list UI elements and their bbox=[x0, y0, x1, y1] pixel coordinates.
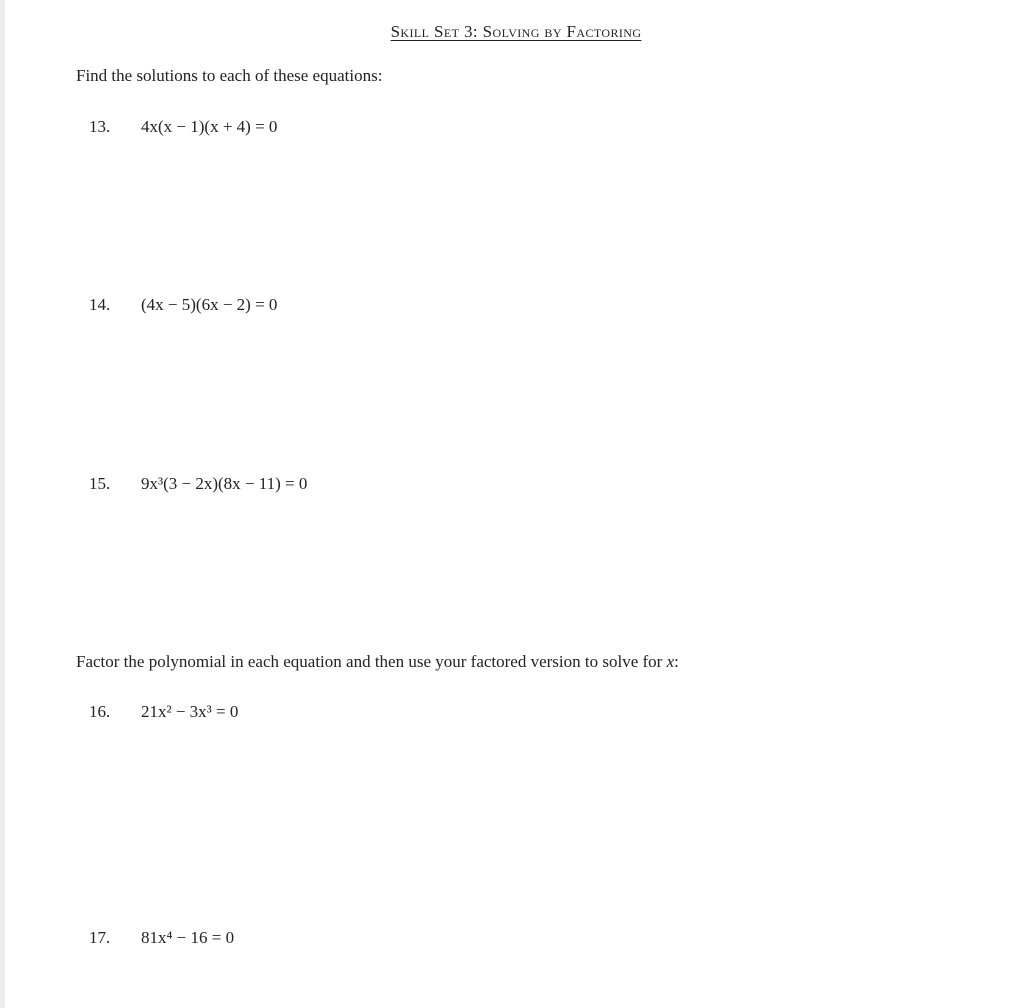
problem-equation: 9x³(3 − 2x)(8x − 11) = 0 bbox=[141, 474, 308, 493]
page-left-border bbox=[0, 0, 5, 1008]
instruction-variable: x bbox=[666, 652, 675, 671]
problem-number: 17. bbox=[89, 928, 111, 947]
problem-equation: 21x² − 3x³ = 0 bbox=[141, 702, 239, 721]
problem-number: 15. bbox=[89, 474, 111, 493]
problem-number: 13. bbox=[89, 117, 111, 136]
instruction-suffix: : bbox=[674, 652, 679, 671]
instruction-text: Factor the polynomial in each equation and then use your factored version to solve for bbox=[76, 652, 667, 671]
section-2-instruction bbox=[76, 652, 679, 672]
worksheet-title: Skill Set 3: Solving by Factoring bbox=[390, 22, 642, 41]
problem-equation: (4x − 5)(6x − 2) = 0 bbox=[141, 295, 278, 314]
problem-number: 14. bbox=[89, 295, 111, 314]
problem-equation: 4x(x − 1)(x + 4) = 0 bbox=[141, 117, 278, 136]
section-1-instruction: Find the solutions to each of these equations: bbox=[76, 66, 383, 85]
problem-number: 16. bbox=[89, 702, 111, 721]
problem-equation: 81x⁴ − 16 = 0 bbox=[141, 928, 235, 947]
